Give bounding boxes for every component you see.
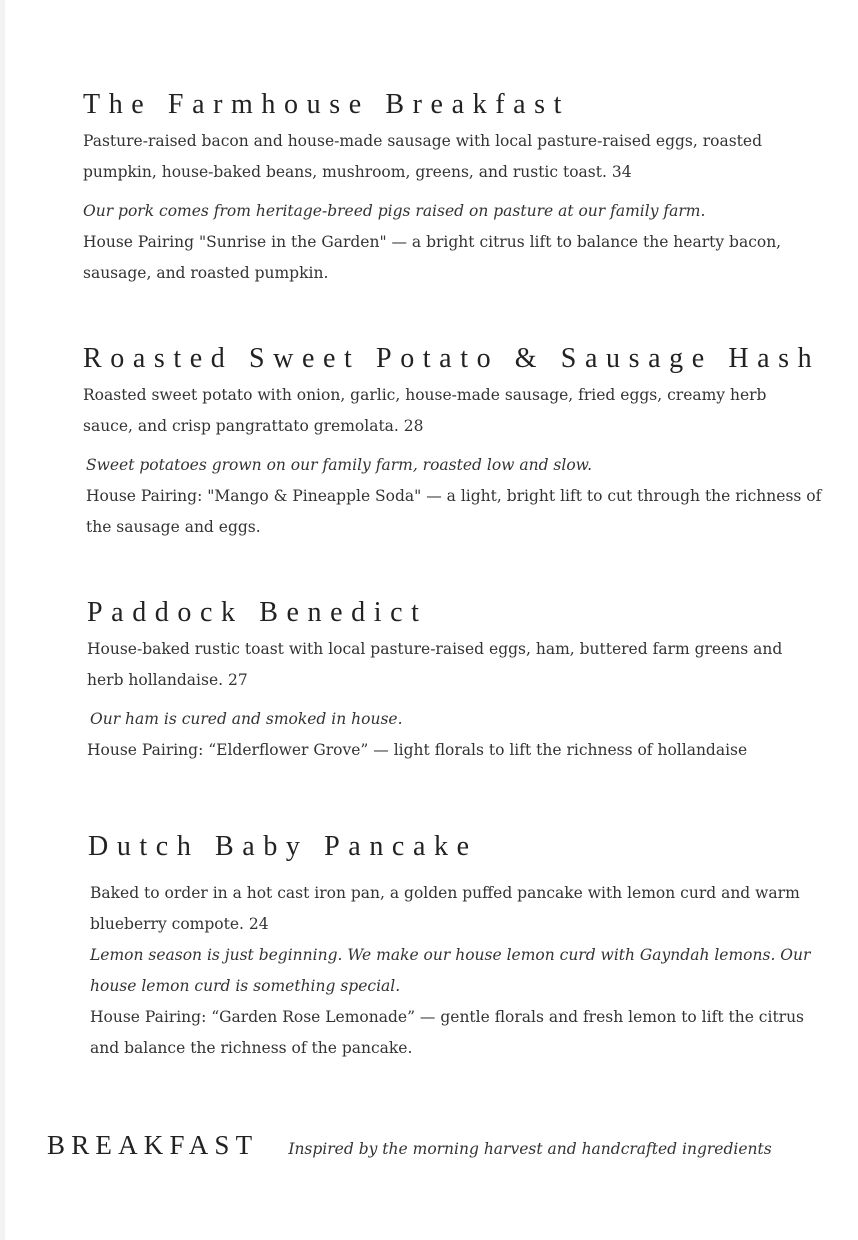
item-description: Roasted sweet potato with onion, garlic, house-made sausage, fried eggs, creamy herb sauce, and crisp pangrattato gremolata. 28 — [83, 386, 767, 435]
menu-item-paddock-benedict — [87, 596, 847, 766]
item-note: Our ham is cured and smoked in house. — [90, 710, 403, 728]
menu-item-sweet-potato-hash — [83, 342, 833, 543]
menu-footer — [47, 1130, 847, 1161]
item-note: Our pork comes from heritage-breed pigs raised on pasture at our family farm. — [83, 202, 706, 220]
item-title: Dutch Baby Pancake — [88, 831, 478, 862]
item-note: Lemon season is just beginning. We make our house lemon curd with Gayndah lemons. Our house lemon curd is something special. — [90, 946, 811, 995]
item-pairing: House Pairing: "Mango & Pineapple Soda" — a light, bright lift to cut through the richness of the sausage and eggs. — [86, 487, 822, 536]
menu-item-farmhouse-breakfast — [83, 88, 833, 289]
item-pairing: House Pairing: “Elderflower Grove” — light florals to lift the richness of hollandaise — [87, 741, 748, 759]
item-description: House-baked rustic toast with local pasture-raised eggs, ham, buttered farm greens and herb hollandaise. 27 — [87, 640, 783, 689]
item-title: The Farmhouse Breakfast — [83, 89, 571, 120]
section-tagline: Inspired by the morning harvest and handcrafted ingredients — [288, 1140, 772, 1158]
item-title: Paddock Benedict — [87, 597, 428, 628]
item-pairing: House Pairing: “Garden Rose Lemonade” — gentle florals and fresh lemon to lift the citrus and balance the richness of the pancake. — [90, 1008, 805, 1057]
item-description: Pasture-raised bacon and house-made sausage with local pasture-raised eggs, roasted pumpkin, house-baked beans, mushroom, greens, and rustic toast. 34 — [83, 132, 762, 181]
item-pairing: House Pairing "Sunrise in the Garden" — a bright citrus lift to balance the hearty bacon, sausage, and roasted pumpkin. — [83, 233, 782, 282]
menu-item-dutch-baby-pancake — [88, 830, 828, 1064]
page-edge — [0, 0, 5, 1240]
section-title: BREAKFAST — [47, 1130, 259, 1160]
item-title: Roasted Sweet Potato & Sausage Hash — [83, 343, 821, 374]
item-description: Baked to order in a hot cast iron pan, a golden puffed pancake with lemon curd and warm blueberry compote. 24 — [90, 884, 800, 933]
item-note: Sweet potatoes grown on our family farm, roasted low and slow. — [86, 456, 593, 474]
